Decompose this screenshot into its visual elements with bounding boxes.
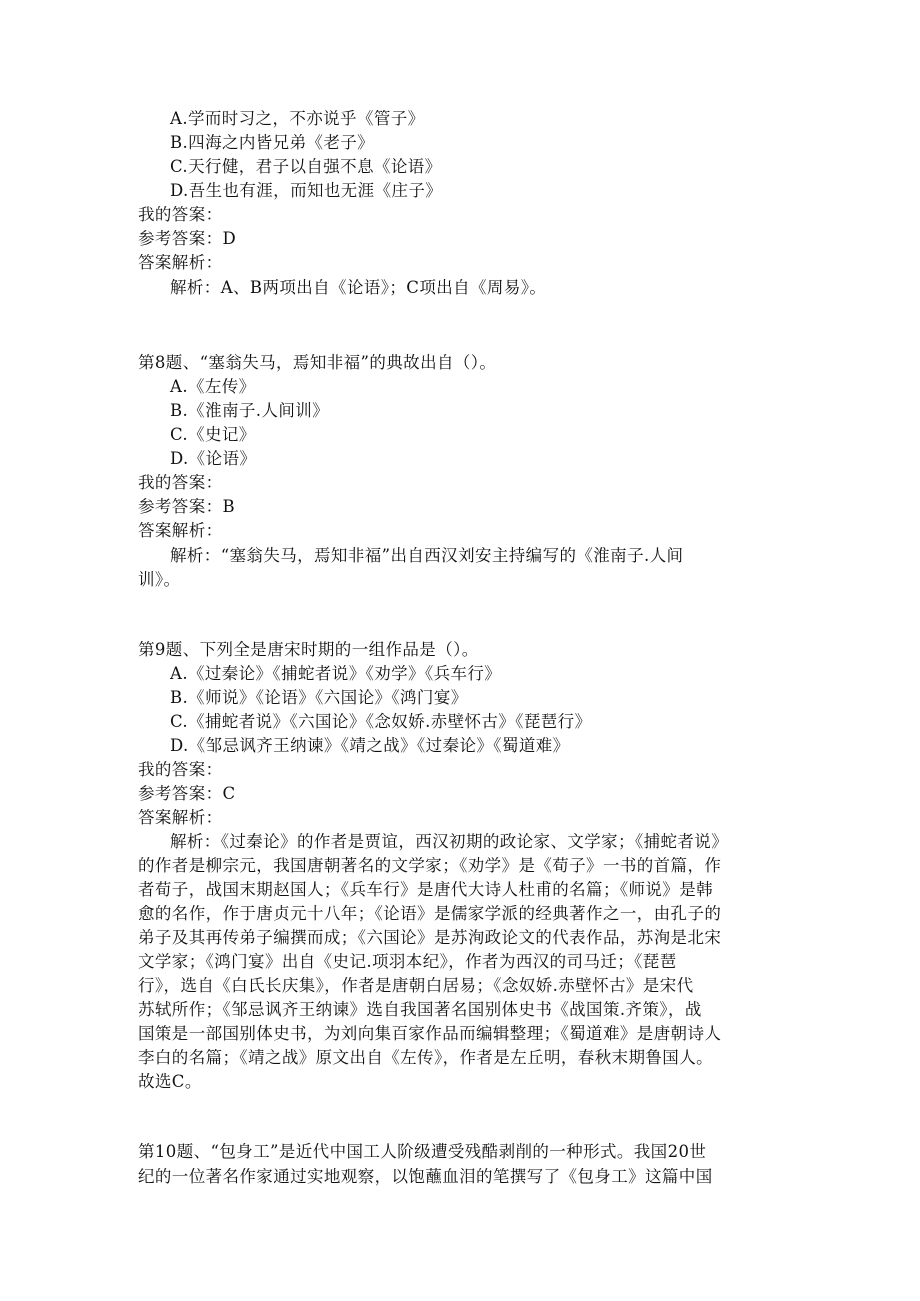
q8-option-a: A.《左传》 — [170, 377, 256, 396]
question-10-line-1: 第10题、“包身工”是近代中国工人阶级遭受残酷剥削的一种形式。我国20世 — [138, 1142, 707, 1161]
q9-analysis-line-1: 解析：《过秦论》的作者是贾谊，西汉初期的政论家、文学家；《捕蛇者说》 — [170, 832, 729, 851]
reference-answer: 参考答案：D — [138, 229, 237, 248]
my-answer-label: 我的答案： — [138, 205, 223, 224]
analysis-label: 答案解析： — [138, 253, 223, 272]
q9-option-b: B.《师说》《论语》《六国论》《鸿门宴》 — [170, 688, 468, 707]
q9-analysis-line-9: 国策是一部国别体史书，为刘向集百家作品而编辑整理；《蜀道难》是唐朝诗人 — [138, 1024, 722, 1043]
q9-analysis-line-7: 行》，选自《白氏长庆集》，作者是唐朝白居易；《念奴娇.赤壁怀古》是宋代 — [138, 976, 694, 995]
q9-analysis-line-4: 愈的名作，作于唐贞元十八年；《论语》是儒家学派的经典著作之一，由孔子的 — [138, 904, 722, 923]
q9-reference-answer: 参考答案：C — [138, 784, 236, 803]
q9-analysis-line-2: 的作者是柳宗元，我国唐朝著名的文学家；《劝学》是《荀子》一书的首篇，作 — [138, 856, 722, 875]
q8-analysis-line-2: 训》。 — [138, 570, 181, 589]
q9-analysis-line-11: 故选C。 — [138, 1072, 202, 1091]
analysis-text: 解析：A、B两项出自《论语》；C项出自《周易》。 — [170, 278, 547, 297]
q8-option-d: D.《论语》 — [170, 449, 257, 468]
q9-analysis-line-8: 苏轼所作；《邹忌讽齐王纳谏》选自我国著名国别体史书《战国策.齐策》，战 — [138, 1000, 702, 1019]
q8-analysis-label: 答案解析： — [138, 521, 223, 540]
q9-analysis-line-3: 者荀子，战国末期赵国人；《兵车行》是唐代大诗人杜甫的名篇；《师说》是韩 — [138, 880, 713, 899]
q9-analysis-line-6: 文学家；《鸿门宴》出自《史记.项羽本纪》，作者为西汉的司马迁；《琵琶 — [138, 952, 677, 971]
q9-analysis-line-5: 弟子及其再传弟子编撰而成；《六国论》是苏洵政论文的代表作品，苏洵是北宋 — [138, 928, 722, 947]
q8-analysis-line-1: 解析：“塞翁失马，焉知非福”出自西汉刘安主持编写的《淮南子.人间 — [170, 546, 684, 565]
question-9-title: 第9题、下列全是唐宋时期的一组作品是（）。 — [138, 640, 479, 659]
question-8-title: 第8题、“塞翁失马，焉知非福”的典故出自（）。 — [138, 353, 497, 372]
q8-my-answer-label: 我的答案： — [138, 473, 223, 492]
option-a: A.学而时习之，不亦说乎《管子》 — [170, 109, 425, 128]
q9-option-c: C.《捕蛇者说》《六国论》《念奴娇.赤壁怀古》《琵琶行》 — [170, 712, 592, 731]
q9-my-answer-label: 我的答案： — [138, 760, 223, 779]
q9-option-a: A.《过秦论》《捕蛇者说》《劝学》《兵车行》 — [170, 664, 502, 683]
q9-option-d: D.《邹忌讽齐王纳谏》《靖之战》《过秦论》《蜀道难》 — [170, 736, 570, 755]
q8-option-b: B.《淮南子.人间训》 — [170, 401, 330, 420]
q9-analysis-label: 答案解析： — [138, 808, 223, 827]
q9-analysis-line-10: 李白的名篇；《靖之战》原文出自《左传》，作者是左丘明，春秋末期鲁国人。 — [138, 1048, 713, 1067]
question-10-line-2: 纪的一位著名作家通过实地观察，以饱蘸血泪的笔撰写了《包身工》这篇中国 — [138, 1167, 713, 1186]
option-b: B.四海之内皆兄弟《老子》 — [170, 133, 375, 152]
q8-reference-answer: 参考答案：B — [138, 497, 236, 516]
option-c: C.天行健，君子以自强不息《论语》 — [170, 157, 442, 176]
option-d: D.吾生也有涯，而知也无涯《庄子》 — [170, 181, 443, 200]
q8-option-c: C.《史记》 — [170, 425, 256, 444]
